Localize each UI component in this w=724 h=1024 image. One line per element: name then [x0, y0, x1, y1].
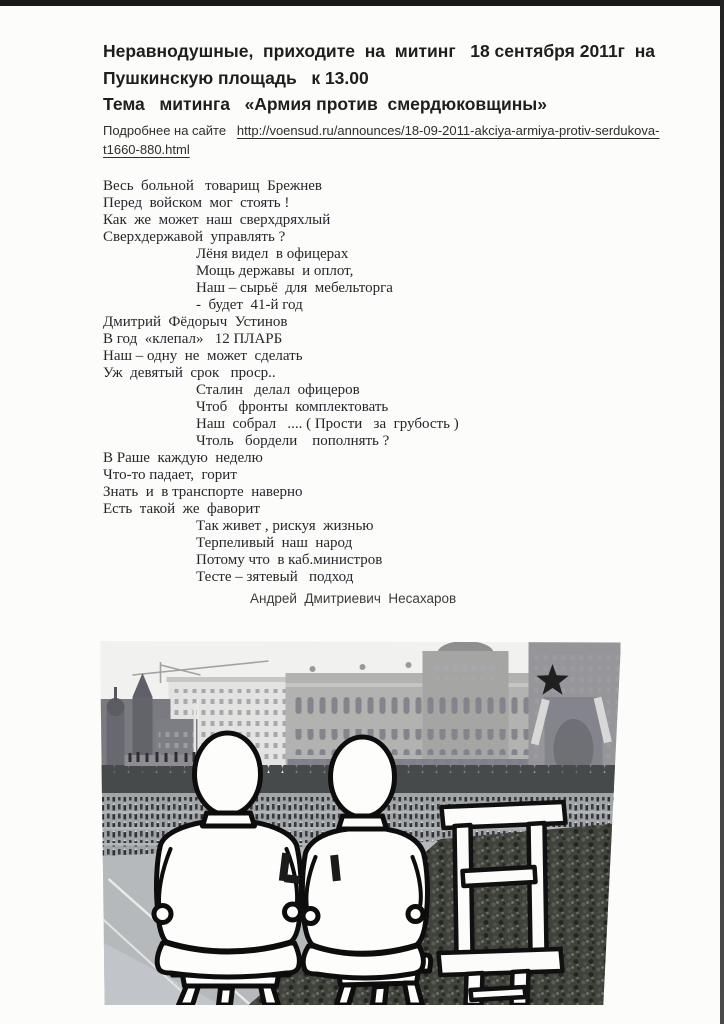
- headline-line-1: Неравнодушные, приходите на митинг 18 сентября 2011г на: [103, 41, 655, 61]
- poem-line: Сталин делал офицеров: [196, 382, 360, 398]
- poem-line: Как же может наш сверхдряхлый: [103, 212, 331, 228]
- details-line: [103, 121, 688, 140]
- poem-line: Сверхдержавой управлять ?: [103, 229, 286, 245]
- headline-line-2: Пушкинскую площадь к 13.00: [103, 67, 369, 88]
- poem-line: Лёня видел в офицерах: [196, 246, 349, 262]
- poem-line: Потому что в каб.министров: [196, 552, 383, 568]
- poem-line: Наш собрал .... ( Прости за грубость ): [196, 416, 459, 432]
- red-square-parade-photo: [100, 641, 621, 1005]
- details-line-2: [103, 140, 688, 159]
- author-signature: Андрей Дмитриевич Несахаров: [250, 591, 457, 606]
- poem-line: - будет 41-й год: [196, 297, 303, 313]
- scan-artifact-top-edge: [0, 0, 724, 6]
- poem-line: Так живет , рискуя жизнью: [196, 518, 374, 534]
- poem-line: Чтоб фронты комплектовать: [196, 399, 389, 415]
- flyer-header: [103, 38, 688, 159]
- head-left: [195, 733, 261, 815]
- poem-line: Тесте – зятевый подход: [196, 569, 354, 585]
- poem-line: Терпеливый наш народ: [196, 535, 353, 551]
- poem-line: Наш – сырьё для мебельторга: [196, 280, 393, 296]
- poem-line: Чтоль бордели пополнять ?: [196, 433, 390, 449]
- poem-line: Знать и в транспорте наверно: [103, 484, 303, 500]
- head-right: [331, 737, 395, 817]
- announce-url-part1: http://voensud.ru/announces/18-09-2011-akciya-armiya-protiv-serdukova-: [236, 122, 660, 138]
- poem-line: Что-то падает, горит: [103, 467, 237, 483]
- poem-block: [103, 178, 459, 586]
- poem-line: В Раше каждую неделю: [103, 450, 263, 466]
- details-prefix: Подробнее на сайте: [103, 122, 237, 138]
- announce-url-part2: t1660-880.html: [103, 141, 190, 157]
- poem-line: Есть такой же фаворит: [103, 501, 260, 517]
- poem-line: Перед войском мог стоять !: [103, 195, 290, 211]
- headline-line-3: Тема митинга «Армия против смердюковщины»: [103, 94, 547, 114]
- poem-line: Наш – одну не может сделать: [103, 348, 303, 364]
- poem-line: В год «клепал» 12 ПЛАРБ: [103, 331, 283, 347]
- collar-right: [339, 816, 387, 829]
- collar-left: [203, 813, 255, 826]
- poem-line: Уж девятый срок проср..: [103, 365, 276, 381]
- poem-line: Дмитрий Фёдорыч Устинов: [103, 314, 288, 330]
- poem-line: Мощь державы и оплот,: [196, 263, 354, 279]
- scan-artifact-right-edge: [720, 0, 724, 1024]
- poem-line: Весь больной товарищ Брежнев: [103, 178, 322, 194]
